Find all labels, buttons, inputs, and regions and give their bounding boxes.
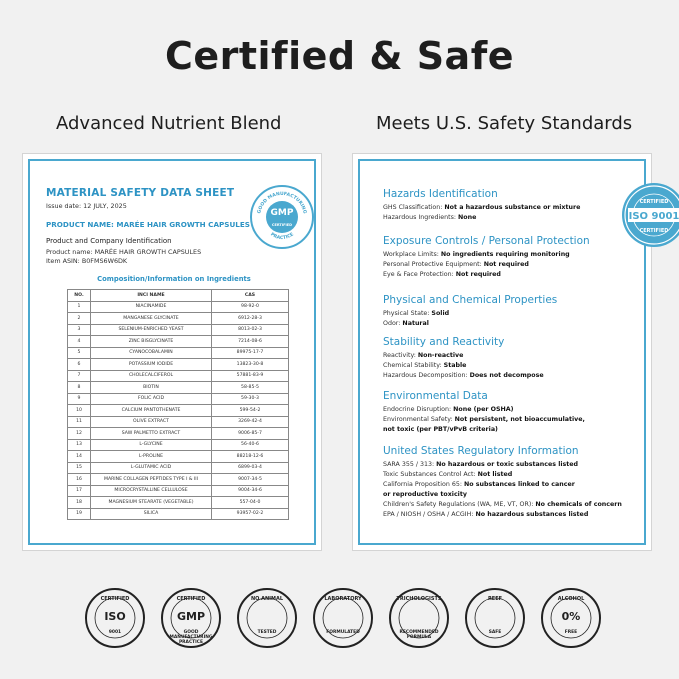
msds-title: MATERIAL SAFETY DATA SHEET xyxy=(46,187,235,199)
section-heading: United States Regulatory Information xyxy=(383,445,579,457)
line-value: Not required xyxy=(483,261,529,268)
right-heading: Meets U.S. Safety Standards xyxy=(376,113,633,134)
line-value: No hazardous substances listed xyxy=(475,511,589,518)
table-row xyxy=(68,405,289,417)
badge-bottom-label: GOOD MANUFACTURING PRACTICE xyxy=(169,630,213,645)
inci-name: MARINE COLLAGEN PEPTIDES TYPE I & III xyxy=(91,474,212,486)
row-number: 11 xyxy=(68,416,91,428)
table-row xyxy=(68,336,289,348)
line-label: Hazardous Decomposition: xyxy=(383,372,470,379)
line-value: or reproductive toxicity xyxy=(383,491,467,498)
section-heading: Stability and Reactivity xyxy=(383,336,505,348)
badge-bottom-label: 9001 xyxy=(108,630,122,635)
line-value: Non-reactive xyxy=(417,352,464,359)
table-row xyxy=(68,428,289,440)
cas-number: 88218-12-6 xyxy=(212,451,289,463)
cas-number: 56-40-6 xyxy=(212,439,289,451)
table-row xyxy=(68,508,289,520)
iso-icon xyxy=(85,588,145,648)
inci-name: MANGANESE GLYCINATE xyxy=(91,313,212,325)
line-value: No ingredients requiring monitoring xyxy=(440,251,570,258)
line-value: not toxic (per PBT/vPvB criteria) xyxy=(383,426,498,433)
row-number: 12 xyxy=(68,428,91,440)
safety-card xyxy=(352,153,679,551)
section-line xyxy=(383,251,570,258)
cas-number: 599-54-2 xyxy=(212,405,289,417)
gmp-icon xyxy=(161,588,221,648)
table-row xyxy=(68,359,289,371)
reef-safe-icon xyxy=(465,588,525,648)
table-row xyxy=(68,324,289,336)
table-row xyxy=(68,497,289,509)
line-value: None (per OSHA) xyxy=(453,406,514,413)
row-number: 17 xyxy=(68,485,91,497)
cas-number: 9004-34-6 xyxy=(212,485,289,497)
line-value: Natural xyxy=(402,320,429,327)
badge-bottom-label: SAFE xyxy=(488,630,502,635)
table-row xyxy=(68,451,289,463)
ingredients-body xyxy=(68,301,289,520)
inci-name: BIOTIN xyxy=(91,382,212,394)
section-line xyxy=(383,352,463,359)
line-value: None xyxy=(458,214,477,221)
table-row xyxy=(68,313,289,325)
gmp-seal-bottom-text: PRACTICE xyxy=(269,232,295,242)
row-number: 6 xyxy=(68,359,91,371)
cas-number: 6899-03-4 xyxy=(212,462,289,474)
line-label: Workplace Limits: xyxy=(383,251,441,258)
table-row xyxy=(68,416,289,428)
section-line xyxy=(383,501,622,508)
section-line xyxy=(383,310,449,317)
alcohol-free-icon xyxy=(541,588,601,648)
cas-number: 9006-85-7 xyxy=(212,428,289,440)
inci-name: CYANOCOBALAMIN xyxy=(91,347,212,359)
row-number: 7 xyxy=(68,370,91,382)
table-row xyxy=(68,485,289,497)
section-line xyxy=(383,416,585,423)
gmp-seal-icon xyxy=(250,185,314,249)
badge-main-label: ISO xyxy=(104,610,126,623)
badge-main-label: 0% xyxy=(561,610,581,623)
cas-number: 93957-02-2 xyxy=(212,508,289,520)
cas-number: 59-30-3 xyxy=(212,393,289,405)
iso-seal-bottom-text: CERTIFIED xyxy=(639,228,669,234)
row-number: 1 xyxy=(68,301,91,313)
issue-date: Issue date: 12 JULY, 2025 xyxy=(46,202,127,210)
inci-name: POTASSIUM IODIDE xyxy=(91,359,212,371)
line-label: SARA 355 / 313: xyxy=(383,461,437,468)
column-header: INCI NAME xyxy=(91,290,212,302)
page-title: Certified & Safe xyxy=(164,34,515,78)
section-line xyxy=(383,320,429,327)
line-label: EPA / NIOSH / OSHA / ACGIH: xyxy=(383,511,476,518)
row-number: 8 xyxy=(68,382,91,394)
table-row xyxy=(68,462,289,474)
section-heading: Physical and Chemical Properties xyxy=(383,294,558,306)
no-animal-testing-icon xyxy=(237,588,297,648)
table-row xyxy=(68,474,289,486)
badge-bottom-label: TESTED xyxy=(257,630,277,635)
cas-number: 57881-83-9 xyxy=(212,370,289,382)
cas-number: 9007-34-5 xyxy=(212,474,289,486)
inci-name: FOLIC ACID xyxy=(91,393,212,405)
row-number: 13 xyxy=(68,439,91,451)
line-label: Toxic Substances Control Act: xyxy=(383,471,478,478)
section-line xyxy=(383,406,514,413)
line-label: Hazardous Ingredients: xyxy=(383,214,459,221)
inci-name: NIACINAMIDE xyxy=(91,301,212,313)
row-number: 14 xyxy=(68,451,91,463)
badge-top-label: CERTIFIED xyxy=(100,596,130,602)
line-label: Physical State: xyxy=(383,310,432,317)
laboratory-icon xyxy=(313,588,373,648)
cas-number: 58-85-5 xyxy=(212,382,289,394)
row-number: 3 xyxy=(68,324,91,336)
gmp-seal-text: GMP xyxy=(270,208,294,218)
inci-name: L-PROLINE xyxy=(91,451,212,463)
badge-top-label: LABORATORY xyxy=(324,596,362,602)
cas-number: 3269-42-4 xyxy=(212,416,289,428)
composition-title: Composition/Information on Ingredients xyxy=(97,275,251,283)
table-row xyxy=(68,301,289,313)
inci-name: ZINC BISGLYCINATE xyxy=(91,336,212,348)
row-number: 5 xyxy=(68,347,91,359)
section-line xyxy=(383,461,578,468)
table-row xyxy=(68,393,289,405)
msds-card-border xyxy=(28,159,316,545)
iso-9001-seal-icon xyxy=(622,183,679,247)
cas-number: 6912-28-3 xyxy=(212,313,289,325)
section-line xyxy=(383,271,501,278)
line-label: Children's Safety Regulations (WA, ME, VT, OR): xyxy=(383,501,536,508)
section-line xyxy=(383,426,498,433)
gmp-seal-ring-text: GOOD MANUFACTURING xyxy=(257,191,307,215)
column-header: CAS xyxy=(212,290,289,302)
section-heading: Exposure Controls / Personal Protection xyxy=(383,235,590,247)
inci-name: CHOLECALCIFEROL xyxy=(91,370,212,382)
row-number: 18 xyxy=(68,497,91,509)
line-label: GHS Classification: xyxy=(383,204,445,211)
badge-bottom-label: FREE xyxy=(564,630,578,635)
line-value: No chemicals of concern xyxy=(535,501,622,508)
safety-card-border xyxy=(358,159,679,545)
line-value: Does not decompose xyxy=(469,372,544,379)
section-heading: Hazards Identification xyxy=(383,188,498,200)
row-number: 2 xyxy=(68,313,91,325)
line-label: Eye & Face Protection: xyxy=(383,271,456,278)
row-number: 15 xyxy=(68,462,91,474)
badge-top-label: REEF xyxy=(487,596,503,602)
badge-top-label: CERTIFIED xyxy=(176,596,206,602)
section-line xyxy=(383,491,467,498)
line-value: No hazardous or toxic substances listed xyxy=(436,461,579,468)
gmp-seal-sub: CERTIFIED xyxy=(271,223,293,227)
badge-top-label: NO ANIMAL xyxy=(250,596,284,602)
section-line xyxy=(383,204,580,211)
row-number: 9 xyxy=(68,393,91,405)
iso-seal-text: ISO 9001 xyxy=(628,211,679,222)
line-label: Personal Protective Equipment: xyxy=(383,261,484,268)
badge-main-label: GMP xyxy=(176,610,206,623)
section-line xyxy=(383,261,529,268)
line-value: Stable xyxy=(443,362,467,369)
badge-top-label: TRICHOLOGISTS xyxy=(396,596,442,602)
line-value: Not required xyxy=(455,271,501,278)
column-header: NO. xyxy=(68,290,91,302)
inci-name: MICROCRYSTALLINE CELLULOSE xyxy=(91,485,212,497)
gmp-seal-core xyxy=(266,201,298,233)
left-heading: Advanced Nutrient Blend xyxy=(56,113,282,134)
line-label: Reactivity: xyxy=(383,352,418,359)
product-name-heading: PRODUCT NAME: MARÉE HAIR GROWTH CAPSULES xyxy=(46,220,250,229)
asin-line: Item ASIN: B0FMS6W6DK xyxy=(46,257,128,265)
trichologist-icon xyxy=(389,588,449,648)
line-value: No substances linked to cancer xyxy=(463,481,575,488)
cas-number: 557-04-0 xyxy=(212,497,289,509)
cas-number: 8013-02-3 xyxy=(212,324,289,336)
badge-top-label: ALCOHOL xyxy=(557,596,585,602)
line-label: Endocrine Disruption: xyxy=(383,406,454,413)
section-line xyxy=(383,511,588,518)
cas-number: 7214-08-6 xyxy=(212,336,289,348)
line-label: Chemical Stability: xyxy=(383,362,444,369)
inci-name: SELENIUM-ENRICHED YEAST xyxy=(91,324,212,336)
section-line xyxy=(383,481,575,488)
line-label: California Proposition 65: xyxy=(383,481,464,488)
line-value: Solid xyxy=(431,310,450,317)
inci-name: SILICA xyxy=(91,508,212,520)
table-row xyxy=(68,370,289,382)
row-number: 16 xyxy=(68,474,91,486)
table-row xyxy=(68,382,289,394)
inci-name: SAW PALMETTO EXTRACT xyxy=(91,428,212,440)
section-line xyxy=(383,471,512,478)
line-label: Environmental Safety: xyxy=(383,416,455,423)
row-number: 19 xyxy=(68,508,91,520)
line-value: Not listed xyxy=(477,471,513,478)
row-number: 4 xyxy=(68,336,91,348)
badge-bottom-label: RECOMMENDED FORMULA xyxy=(399,630,439,640)
inci-name: OLIVE EXTRACT xyxy=(91,416,212,428)
inci-name: L-GLUTAMIC ACID xyxy=(91,462,212,474)
cas-number: 89975-17-7 xyxy=(212,347,289,359)
section-line xyxy=(383,362,466,369)
section-line xyxy=(383,214,476,221)
inci-name: CALCIUM PANTOTHENATE xyxy=(91,405,212,417)
inci-name: L-GLYCINE xyxy=(91,439,212,451)
iso-seal-ring-text: CERTIFIED xyxy=(639,199,669,205)
inci-name: MAGNESIUM STEARATE (VEGETABLE) xyxy=(91,497,212,509)
cas-number: 13823-30-8 xyxy=(212,359,289,371)
section-line xyxy=(383,372,544,379)
cas-number: 98-92-0 xyxy=(212,301,289,313)
ingredients-table xyxy=(67,289,289,520)
badge-bottom-label: FORMULATED xyxy=(326,630,360,635)
line-label: Odor: xyxy=(383,320,403,327)
msds-card xyxy=(22,153,322,551)
section-heading: Product and Company Identification xyxy=(46,237,172,245)
row-number: 10 xyxy=(68,405,91,417)
section-heading: Environmental Data xyxy=(383,390,488,402)
line-value: Not a hazardous substance or mixture xyxy=(444,204,581,211)
table-row xyxy=(68,347,289,359)
line-value: Not persistent, not bioaccumulative, xyxy=(454,416,585,423)
product-name-line: Product name: MARÉE HAIR GROWTH CAPSULES xyxy=(46,248,202,256)
table-row xyxy=(68,439,289,451)
